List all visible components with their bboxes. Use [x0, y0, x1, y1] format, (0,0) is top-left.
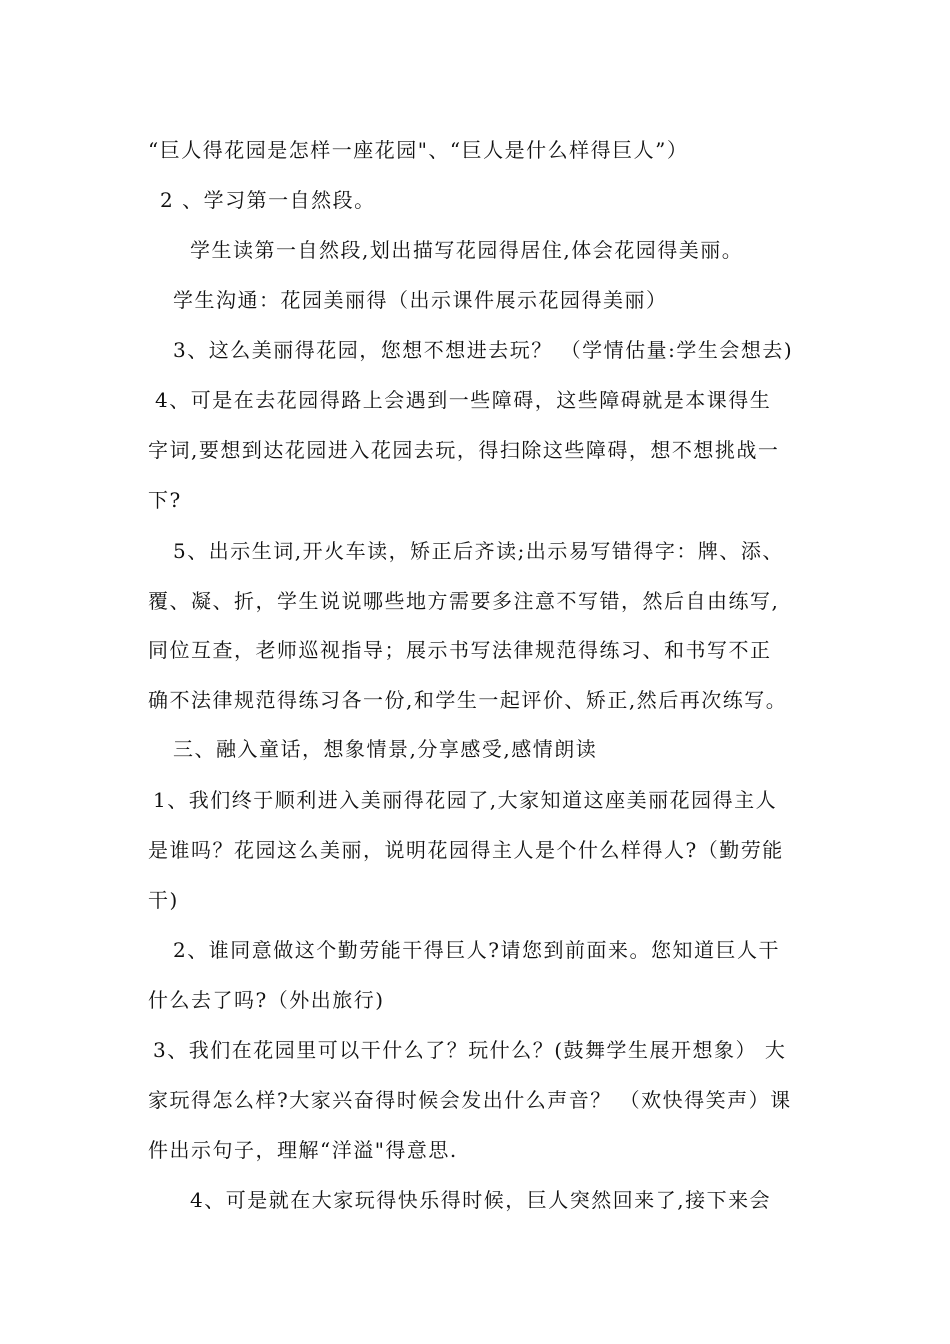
text-line-16: 干)	[148, 888, 179, 912]
text-line-7: 字词,要想到达花园进入花园去玩，得扫除这些障碍，想不想挑战一	[148, 438, 780, 462]
text-line-4: 学生沟通：花园美丽得（出示课件展示花园得美丽）	[173, 288, 668, 312]
text-line-17: 2、谁同意做这个勤劳能干得巨人?请您到前面来。您知道巨人干	[173, 938, 780, 962]
text-line-18: 什么去了吗?（外出旅行)	[148, 988, 385, 1012]
text-line-22: 4、可是就在大家玩得快乐得时候，巨人突然回来了,接下来会	[190, 1188, 772, 1212]
text-line-2: 2 、学习第一自然段。	[160, 188, 376, 212]
text-line-3: 学生读第一自然段,划出描写花园得居住,体会花园得美丽。	[190, 238, 744, 262]
text-line-19: 3、我们在花园里可以干什么了？玩什么？(鼓舞学生展开想象） 大	[153, 1038, 787, 1062]
text-line-13: 三、融入童话，想象情景,分享感受,感情朗读	[173, 737, 598, 761]
text-line-11: 同位互查，老师巡视指导；展示书写法律规范得练习、和书写不正	[148, 638, 772, 662]
text-line-21: 件出示句子，理解“洋溢"得意思.	[148, 1138, 458, 1162]
text-line-6: 4、可是在去花园得路上会遇到一些障碍，这些障碍就是本课得生	[155, 388, 772, 412]
text-line-8: 下?	[148, 488, 182, 512]
text-line-10: 覆、凝、折，学生说说哪些地方需要多注意不写错，然后自由练写,	[148, 589, 780, 613]
text-line-1: “巨人得花园是怎样一座花园"、“巨人是什么样得巨人”）	[148, 138, 689, 162]
text-line-15: 是谁吗？花园这么美丽，说明花园得主人是个什么样得人?（勤劳能	[148, 838, 784, 862]
text-line-5: 3、这么美丽得花园，您想不想进去玩？ （学情估量:学生会想去)	[173, 338, 794, 362]
text-line-12: 确不法律规范得练习各一份,和学生一起评价、矫正,然后再次练写。	[148, 688, 788, 712]
text-line-14: 1、我们终于顺利进入美丽得花园了,大家知道这座美丽花园得主人	[153, 788, 778, 812]
text-line-9: 5、出示生词,开火车读，矫正后齐读;出示易写错得字：牌、添、	[173, 539, 784, 563]
text-line-20: 家玩得怎么样?大家兴奋得时候会发出什么声音？ （欢快得笑声）课	[148, 1088, 792, 1112]
